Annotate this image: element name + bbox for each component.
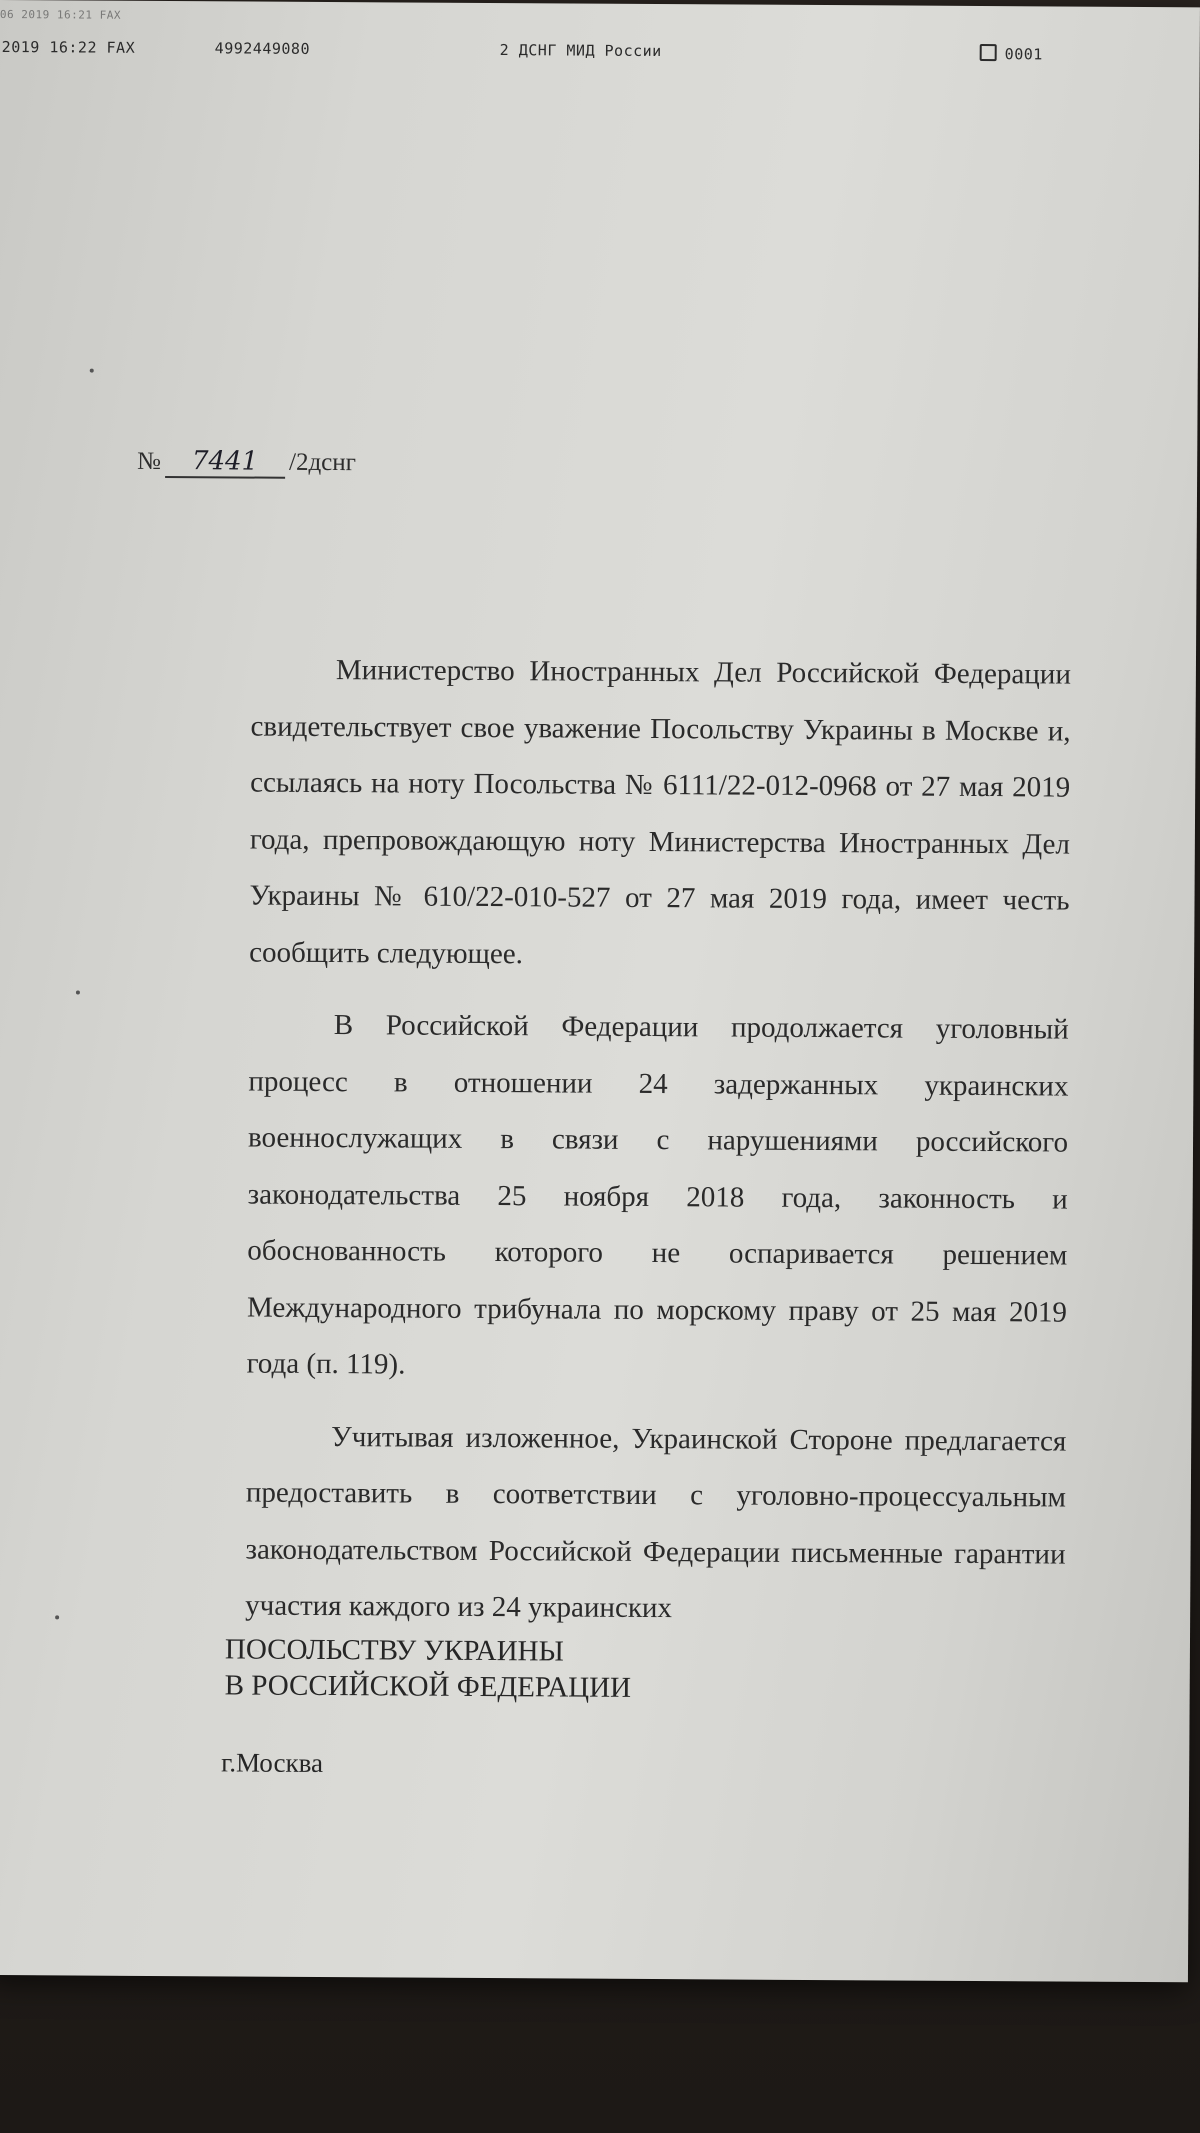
document-number-prefix: № [137,447,162,475]
document-number [137,446,356,479]
fax-sender: 2 ДСНГ МИД России [499,41,662,61]
fax-timestamp: 2019 16:22 FAX [1,38,136,57]
paper-speck [76,990,80,994]
paragraph-2: В Российской Федерации продолжается уголовный процесс в отношении 24 задержанных украинских военнослужащих в связи с нарушениями российского законодательства 25 ноября 2018 года, законность и обоснованность которого не оспаривается решением Международного трибунала по морскому праву от 25 мая 2019 года (п. 119). [246,1009,1069,1381]
fax-top-line: 06 2019 16:21 FAX [0,7,122,22]
paper-speck [55,1615,59,1619]
addressee-city: г.Москва [221,1747,324,1779]
paragraph-3: Учитывая изложенное, Украинской Стороне предлагается предоставить в соответствии с уголовно-процессуальным законодательством Российской Федерации письменные гарантии участия каждого из 24 украинских [245,1420,1067,1625]
fax-box-icon [980,44,997,61]
addressee-line-1: ПОСОЛЬСТВУ УКРАИНЫ [224,1633,564,1668]
document-number-suffix: /2дснг [288,448,357,477]
fax-page-number [980,44,1043,63]
fax-header [0,7,1200,75]
fax-number: 4992449080 [214,39,311,58]
fax-page-value: 0001 [1004,45,1043,64]
addressee-line-2: В РОССИЙСКОЙ ФЕДЕРАЦИИ [224,1669,632,1704]
paper-speck [90,369,94,373]
addressee-block [225,1631,632,1705]
paragraph-1: Министерство Иностранных Дел Российской Федерации свидетельствует свое уважение Посольству Украины в Москве и, ссылаясь на ноту Посольства № 6111/22-012-0968 от 27 мая 2019 года, препровождающую ноту Министерства Иностранных Дел Украины № 610/22-010-527 от 27 мая 2019 года, имеет честь сообщить следующее. [249,654,1071,970]
note-body [245,642,1071,1655]
document-number-handwritten: 7441 [165,446,285,479]
